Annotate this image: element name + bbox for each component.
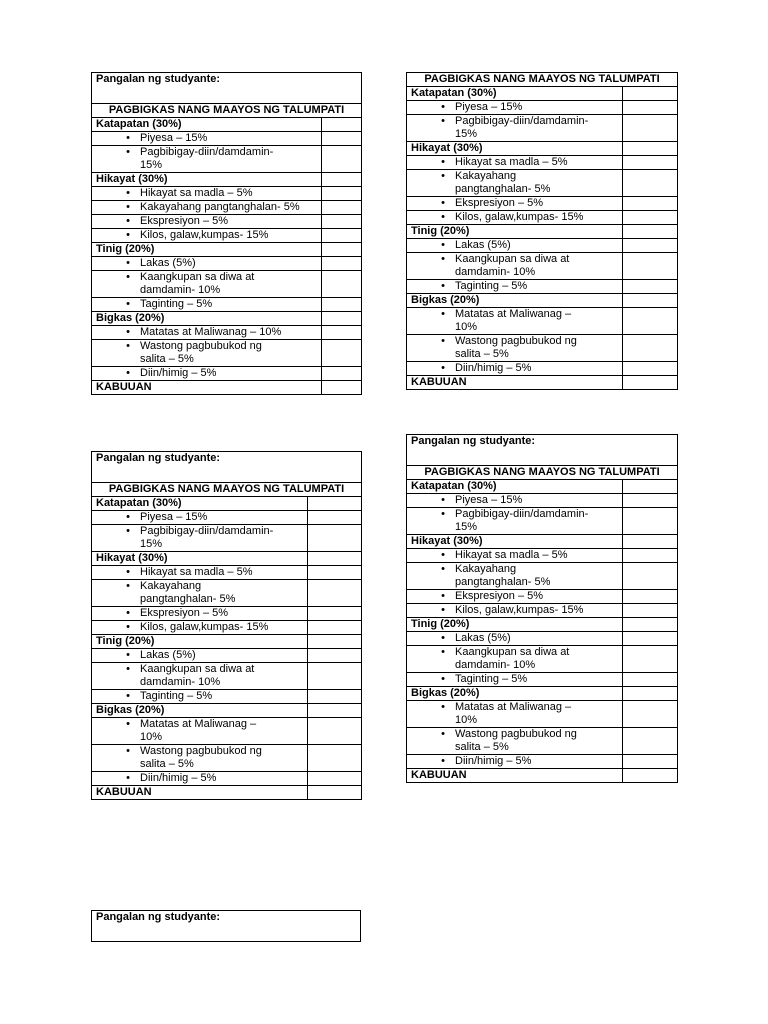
bullet-icon: • — [126, 718, 130, 730]
rubric-item: • Piyesa – 15% — [411, 101, 618, 114]
score-cell[interactable] — [623, 225, 678, 239]
score-cell[interactable] — [623, 480, 678, 494]
bullet-icon: • — [126, 649, 130, 661]
bullet-icon: • — [441, 197, 445, 209]
score-cell[interactable] — [623, 563, 678, 590]
score-cell[interactable] — [322, 326, 362, 340]
score-cell[interactable] — [623, 197, 678, 211]
score-cell[interactable] — [308, 635, 362, 649]
score-cell[interactable] — [623, 632, 678, 646]
score-cell[interactable] — [623, 101, 678, 115]
score-cell[interactable] — [322, 243, 362, 257]
total-score-cell[interactable] — [623, 376, 678, 390]
rubric-item: • Kakayahang pangtanghalan- 5% — [96, 580, 303, 606]
criterion-label: Bigkas (20%) — [407, 294, 623, 308]
criterion-label: Hikayat (30%) — [92, 552, 308, 566]
score-cell[interactable] — [308, 718, 362, 745]
bullet-icon: • — [441, 632, 445, 644]
rubric-item: • Pagbibigay-diin/damdamin- 15% — [96, 146, 317, 172]
score-cell[interactable] — [623, 253, 678, 280]
name-box — [91, 910, 361, 942]
score-cell[interactable] — [623, 673, 678, 687]
rubric-item: • Ekspresiyon – 5% — [411, 197, 618, 210]
score-cell[interactable] — [322, 173, 362, 187]
rubric-title: PAGBIGKAS NANG MAAYOS NG TALUMPATI — [92, 104, 362, 118]
rubric-item: • Kilos, galaw,kumpas- 15% — [96, 229, 317, 242]
bullet-icon: • — [126, 772, 130, 784]
criterion-label: Tinig (20%) — [407, 618, 623, 632]
score-cell[interactable] — [322, 312, 362, 326]
score-cell[interactable] — [322, 229, 362, 243]
score-cell[interactable] — [308, 497, 362, 511]
score-cell[interactable] — [623, 308, 678, 335]
criterion-label: Katapatan (30%) — [407, 87, 623, 101]
score-cell[interactable] — [623, 755, 678, 769]
score-cell[interactable] — [308, 745, 362, 772]
bullet-icon: • — [126, 271, 130, 283]
bullet-icon: • — [126, 187, 130, 199]
score-cell[interactable] — [322, 146, 362, 173]
rubric-item: • Ekspresiyon – 5% — [411, 590, 618, 603]
rubric-item: • Kilos, galaw,kumpas- 15% — [96, 621, 303, 634]
rubric-item: • Hikayat sa madla – 5% — [96, 566, 303, 579]
score-cell[interactable] — [308, 690, 362, 704]
score-cell[interactable] — [623, 549, 678, 563]
score-cell[interactable] — [623, 701, 678, 728]
bullet-icon: • — [441, 563, 445, 575]
rubric-item: • Wastong pagbubukod ng salita – 5% — [96, 340, 317, 366]
rubric-item: • Taginting – 5% — [96, 690, 303, 703]
score-cell[interactable] — [322, 201, 362, 215]
rubric-table — [406, 72, 678, 390]
rubric-item: • Pagbibigay-diin/damdamin- 15% — [96, 525, 303, 551]
score-cell[interactable] — [623, 170, 678, 197]
bullet-icon: • — [126, 580, 130, 592]
bullet-icon: • — [441, 673, 445, 685]
criterion-label: Katapatan (30%) — [407, 480, 623, 494]
bullet-icon: • — [441, 253, 445, 265]
score-cell[interactable] — [322, 298, 362, 312]
total-label: KABUUAN — [407, 376, 623, 390]
bullet-icon: • — [441, 211, 445, 223]
score-cell[interactable] — [623, 604, 678, 618]
bullet-icon: • — [126, 215, 130, 227]
bullet-icon: • — [441, 494, 445, 506]
score-cell[interactable] — [322, 132, 362, 146]
score-cell[interactable] — [322, 367, 362, 381]
criterion-label: Hikayat (30%) — [407, 142, 623, 156]
score-cell[interactable] — [308, 511, 362, 525]
rubric-item: • Hikayat sa madla – 5% — [96, 187, 317, 200]
rubric-card-middle-right — [406, 434, 677, 783]
rubric-item: • Matatas at Maliwanag – 10% — [411, 308, 618, 334]
criterion-label: Tinig (20%) — [407, 225, 623, 239]
score-cell[interactable] — [308, 607, 362, 621]
bullet-icon: • — [126, 229, 130, 241]
bullet-icon: • — [126, 201, 130, 213]
rubric-item: • Lakas (5%) — [411, 632, 618, 645]
total-score-cell[interactable] — [623, 769, 678, 783]
score-cell[interactable] — [623, 294, 678, 308]
bullet-icon: • — [126, 566, 130, 578]
rubric-title: PAGBIGKAS NANG MAAYOS NG TALUMPATI — [407, 73, 678, 87]
rubric-card-top-right — [406, 72, 677, 390]
bullet-icon: • — [441, 604, 445, 616]
bullet-icon: • — [441, 170, 445, 182]
score-cell[interactable] — [623, 239, 678, 253]
rubric-item: • Wastong pagbubukod ng salita – 5% — [411, 728, 618, 754]
bullet-icon: • — [441, 755, 445, 767]
bullet-icon: • — [441, 280, 445, 292]
score-cell[interactable] — [308, 772, 362, 786]
bullet-icon: • — [441, 362, 445, 374]
rubric-item: • Taginting – 5% — [411, 673, 618, 686]
rubric-item: • Kaangkupan sa diwa at damdamin- 10% — [411, 646, 618, 672]
rubric-table — [91, 451, 362, 800]
rubric-item: • Kilos, galaw,kumpas- 15% — [411, 604, 618, 617]
score-cell[interactable] — [623, 362, 678, 376]
total-label: KABUUAN — [92, 381, 322, 395]
score-cell[interactable] — [322, 187, 362, 201]
rubric-item: • Kaangkupan sa diwa at damdamin- 10% — [96, 271, 317, 297]
rubric-item: • Taginting – 5% — [411, 280, 618, 293]
total-label: KABUUAN — [92, 786, 308, 800]
criterion-label: Hikayat (30%) — [407, 535, 623, 549]
score-cell[interactable] — [308, 566, 362, 580]
rubric-item: • Hikayat sa madla – 5% — [411, 549, 618, 562]
rubric-table — [406, 434, 678, 783]
rubric-item: • Diin/himig – 5% — [411, 362, 618, 375]
rubric-item: • Kakayahang pangtanghalan- 5% — [96, 201, 317, 214]
bullet-icon: • — [126, 690, 130, 702]
rubric-item: • Wastong pagbubukod ng salita – 5% — [96, 745, 303, 771]
score-cell[interactable] — [623, 590, 678, 604]
bullet-icon: • — [441, 101, 445, 113]
rubric-item: • Piyesa – 15% — [96, 132, 317, 145]
score-cell[interactable] — [308, 704, 362, 718]
rubric-item: • Hikayat sa madla – 5% — [411, 156, 618, 169]
score-cell[interactable] — [322, 340, 362, 367]
student-name-field[interactable]: Pangalan ng studyante: — [92, 911, 361, 942]
bullet-icon: • — [126, 745, 130, 757]
rubric-item: • Kakayahang pangtanghalan- 5% — [411, 170, 618, 196]
rubric-card-middle-left — [91, 451, 361, 800]
bullet-icon: • — [126, 326, 130, 338]
rubric-title: PAGBIGKAS NANG MAAYOS NG TALUMPATI — [407, 466, 678, 480]
bullet-icon: • — [126, 146, 130, 158]
score-cell[interactable] — [623, 646, 678, 673]
total-score-cell[interactable] — [308, 786, 362, 800]
bullet-icon: • — [441, 156, 445, 168]
rubric-item: • Ekspresiyon – 5% — [96, 607, 303, 620]
total-label: KABUUAN — [407, 769, 623, 783]
criterion-label: Bigkas (20%) — [92, 704, 308, 718]
bullet-icon: • — [441, 239, 445, 251]
bullet-icon: • — [441, 590, 445, 602]
score-cell[interactable] — [623, 535, 678, 549]
bullet-icon: • — [126, 607, 130, 619]
score-cell[interactable] — [623, 156, 678, 170]
rubric-item: • Wastong pagbubukod ng salita – 5% — [411, 335, 618, 361]
rubric-item: • Diin/himig – 5% — [96, 367, 317, 380]
rubric-item: • Kaangkupan sa diwa at damdamin- 10% — [96, 663, 303, 689]
criterion-label: Bigkas (20%) — [407, 687, 623, 701]
criterion-label: Tinig (20%) — [92, 243, 322, 257]
bullet-icon: • — [126, 511, 130, 523]
score-cell[interactable] — [322, 215, 362, 229]
rubric-item: • Matatas at Maliwanag – 10% — [411, 701, 618, 727]
bullet-icon: • — [441, 115, 445, 127]
bullet-icon: • — [126, 298, 130, 310]
bullet-icon: • — [441, 701, 445, 713]
rubric-item: • Lakas (5%) — [411, 239, 618, 252]
score-cell[interactable] — [322, 118, 362, 132]
rubric-item: • Ekspresiyon – 5% — [96, 215, 317, 228]
rubric-item: • Kaangkupan sa diwa at damdamin- 10% — [411, 253, 618, 279]
rubric-item: • Lakas (5%) — [96, 649, 303, 662]
bullet-icon: • — [126, 663, 130, 675]
rubric-item: • Kakayahang pangtanghalan- 5% — [411, 563, 618, 589]
bullet-icon: • — [126, 132, 130, 144]
bullet-icon: • — [441, 508, 445, 520]
rubric-item: • Kilos, galaw,kumpas- 15% — [411, 211, 618, 224]
score-cell[interactable] — [308, 621, 362, 635]
bullet-icon: • — [126, 367, 130, 379]
rubric-title: PAGBIGKAS NANG MAAYOS NG TALUMPATI — [92, 483, 362, 497]
criterion-label: Katapatan (30%) — [92, 497, 308, 511]
score-cell[interactable] — [623, 87, 678, 101]
score-cell[interactable] — [623, 142, 678, 156]
rubric-item: • Matatas at Maliwanag – 10% — [96, 326, 317, 339]
rubric-table — [91, 72, 362, 395]
student-name-field[interactable]: Pangalan ng studyante: — [407, 435, 678, 466]
criterion-label: Bigkas (20%) — [92, 312, 322, 326]
rubric-item: • Pagbibigay-diin/damdamin- 15% — [411, 508, 618, 534]
score-cell[interactable] — [623, 687, 678, 701]
rubric-card-bottom — [91, 910, 361, 942]
bullet-icon: • — [126, 621, 130, 633]
rubric-item: • Diin/himig – 5% — [96, 772, 303, 785]
criterion-label: Hikayat (30%) — [92, 173, 322, 187]
bullet-icon: • — [126, 525, 130, 537]
score-cell[interactable] — [322, 271, 362, 298]
total-score-cell[interactable] — [322, 381, 362, 395]
bullet-icon: • — [441, 646, 445, 658]
rubric-item: • Taginting – 5% — [96, 298, 317, 311]
score-cell[interactable] — [623, 335, 678, 362]
rubric-item: • Pagbibigay-diin/damdamin- 15% — [411, 115, 618, 141]
bullet-icon: • — [441, 308, 445, 320]
score-cell[interactable] — [623, 280, 678, 294]
score-cell[interactable] — [308, 552, 362, 566]
score-cell[interactable] — [623, 494, 678, 508]
student-name-field[interactable]: Pangalan ng studyante: — [92, 73, 362, 104]
bullet-icon: • — [441, 549, 445, 561]
rubric-item: • Lakas (5%) — [96, 257, 317, 270]
student-name-field[interactable]: Pangalan ng studyante: — [92, 452, 362, 483]
score-cell[interactable] — [623, 115, 678, 142]
rubric-item: • Piyesa – 15% — [411, 494, 618, 507]
score-cell[interactable] — [623, 728, 678, 755]
rubric-item: • Piyesa – 15% — [96, 511, 303, 524]
score-cell[interactable] — [623, 508, 678, 535]
rubric-item: • Diin/himig – 5% — [411, 755, 618, 768]
criterion-label: Katapatan (30%) — [92, 118, 322, 132]
score-cell[interactable] — [308, 649, 362, 663]
criterion-label: Tinig (20%) — [92, 635, 308, 649]
bullet-icon: • — [126, 340, 130, 352]
score-cell[interactable] — [322, 257, 362, 271]
score-cell[interactable] — [308, 580, 362, 607]
score-cell[interactable] — [623, 211, 678, 225]
rubric-item: • Matatas at Maliwanag – 10% — [96, 718, 303, 744]
rubric-card-top-left — [91, 72, 361, 395]
score-cell[interactable] — [308, 525, 362, 552]
score-cell[interactable] — [308, 663, 362, 690]
bullet-icon: • — [126, 257, 130, 269]
bullet-icon: • — [441, 335, 445, 347]
bullet-icon: • — [441, 728, 445, 740]
score-cell[interactable] — [623, 618, 678, 632]
